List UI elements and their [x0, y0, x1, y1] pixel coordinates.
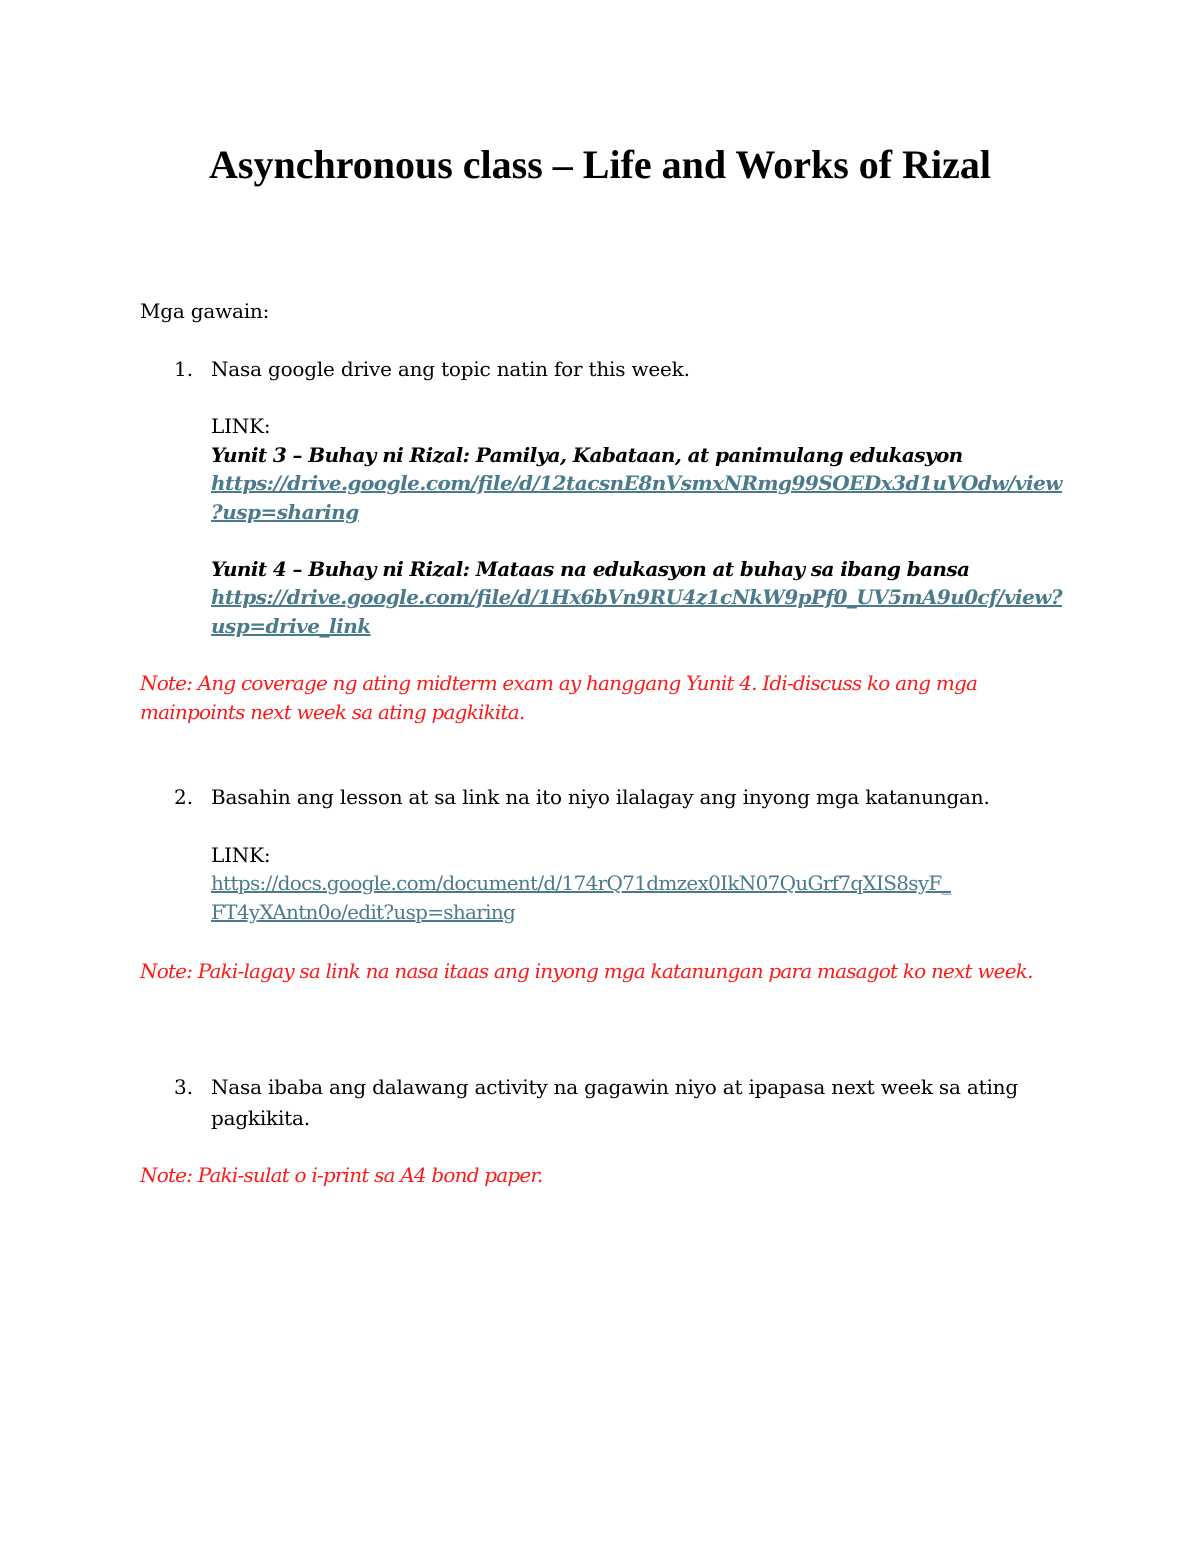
item-3-text-line2: pagkikita.: [211, 1106, 310, 1130]
unit-3-heading: Yunit 3 – Buhay ni Rizal: Pamilya, Kabataan, at panimulang edukasyon: [211, 443, 963, 467]
item-3-note: Note: Paki-sulat o i-print sa A4 bond paper.: [140, 1163, 543, 1187]
list-number-2: 2.: [174, 785, 194, 809]
item-3-text-line1: Nasa ibaba ang dalawang activity na gagawin niyo at ipapasa next week sa ating: [211, 1075, 1018, 1099]
item-1-note-line1: Note: Ang coverage ng ating midterm exam ay hanggang Yunit 4. Idi-discuss ko ang mga: [140, 671, 978, 695]
item-1-note-line2: mainpoints next week sa ating pagkikita.: [140, 700, 525, 724]
item-1-link-label: LINK:: [211, 414, 271, 438]
unit-4-link-line2[interactable]: usp=drive_link: [211, 614, 371, 638]
item-2-note: Note: Paki-lagay sa link na nasa itaas ang inyong mga katanungan para masagot ko next week.: [140, 959, 1033, 983]
item-2-link-label: LINK:: [211, 843, 271, 867]
unit-4-heading: Yunit 4 – Buhay ni Rizal: Mataas na edukasyon at buhay sa ibang bansa: [211, 557, 970, 581]
list-number-3: 3.: [174, 1075, 194, 1099]
document-title: Asynchronous class – Life and Works of Rizal: [209, 142, 991, 187]
list-number-1: 1.: [174, 357, 194, 381]
intro-text: Mga gawain:: [140, 299, 270, 323]
item-2-link-line2[interactable]: FT4yXAntn0o/edit?usp=sharing: [211, 900, 516, 924]
unit-3-link-line2[interactable]: ?usp=sharing: [211, 500, 359, 524]
unit-3-link-line1[interactable]: https://drive.google.com/file/d/12tacsnE8nVsmxNRmg99SOEDx3d1uVOdw/view: [211, 471, 1062, 495]
unit-4-link-line1[interactable]: https://drive.google.com/file/d/1Hx6bVn9RU4z1cNkW9pPf0_UV5mA9u0cf/view?: [211, 585, 1062, 609]
item-1-text: Nasa google drive ang topic natin for this week.: [211, 357, 690, 381]
item-2-link-line1[interactable]: https://docs.google.com/document/d/174rQ71dmzex0IkN07QuGrf7qXIS8syF_: [211, 871, 951, 895]
item-2-text: Basahin ang lesson at sa link na ito niyo ilalagay ang inyong mga katanungan.: [211, 785, 990, 809]
